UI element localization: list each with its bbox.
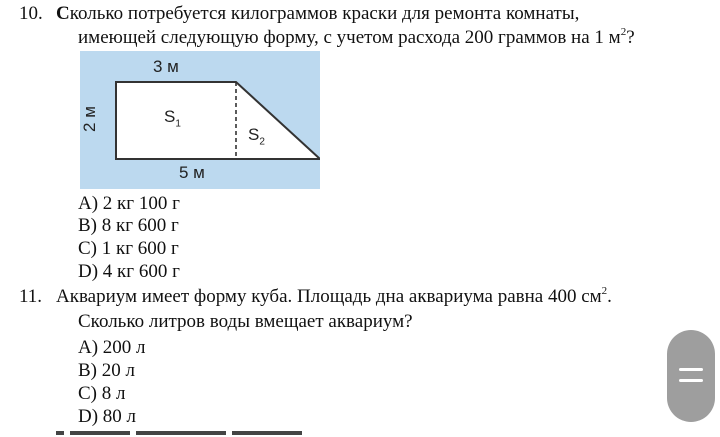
q10-option-b: В) 8 кг 600 г	[78, 215, 179, 236]
bottom-dimension-label: 5 м	[179, 163, 205, 182]
q11-option-a: А) 200 л	[78, 337, 146, 358]
q11-option-c: С) 8 л	[78, 383, 126, 404]
q10-option-d: D) 4 кг 600 г	[78, 261, 180, 282]
q11-line1-end: .	[607, 286, 612, 307]
q11-option-b: В) 20 л	[78, 360, 135, 381]
q11-option-d: D) 80 л	[78, 406, 137, 427]
room-shape-figure	[80, 51, 320, 189]
q10-text-line1-rest: колько потребуется килограммов краски для ремонта комнаты,	[69, 3, 580, 24]
q11-text-line1: Аквариум имеет форму куба. Площадь дна аквариума равна 400 см	[56, 286, 602, 307]
q11-line1	[19, 285, 612, 308]
q11-text-line1-wrap	[56, 286, 612, 308]
q10-line2	[78, 27, 635, 49]
handle-grip-line-bottom	[679, 379, 703, 382]
q10-option-a: А) 2 кг 100 г	[78, 193, 180, 214]
top-dimension-label: 3 м	[153, 57, 179, 76]
area-s2-label	[248, 125, 265, 147]
room-shape-outline	[116, 82, 320, 159]
s1-letter: S	[164, 107, 176, 126]
s1-subscript: 1	[175, 118, 181, 130]
q10-number: 10.	[19, 3, 43, 24]
q11-sup: 2	[601, 285, 608, 297]
q10-option-c: С) 1 кг 600 г	[78, 238, 179, 259]
q10-line1	[19, 3, 580, 25]
left-dimension-label: 2 м	[79, 106, 99, 132]
q10-line2-end: ?	[626, 27, 635, 48]
q10-text-line2: имеющей следующую форму, с учетом расхода 200 граммов на 1 м	[78, 27, 621, 48]
q10-bold-initial: С	[56, 3, 70, 24]
s2-subscript: 2	[259, 136, 265, 148]
handle-grip-line-top	[679, 368, 703, 371]
cut-off-next-line	[56, 431, 326, 437]
q11-number: 11.	[19, 286, 43, 307]
q11-text-line2: Сколько литров воды вмещает аквариум?	[78, 311, 413, 332]
s2-letter: S	[248, 125, 260, 144]
q10-sup: 2	[620, 26, 627, 38]
area-s1-label	[164, 107, 181, 129]
scroll-handle[interactable]	[667, 330, 715, 422]
q10-text-line1	[56, 3, 579, 25]
